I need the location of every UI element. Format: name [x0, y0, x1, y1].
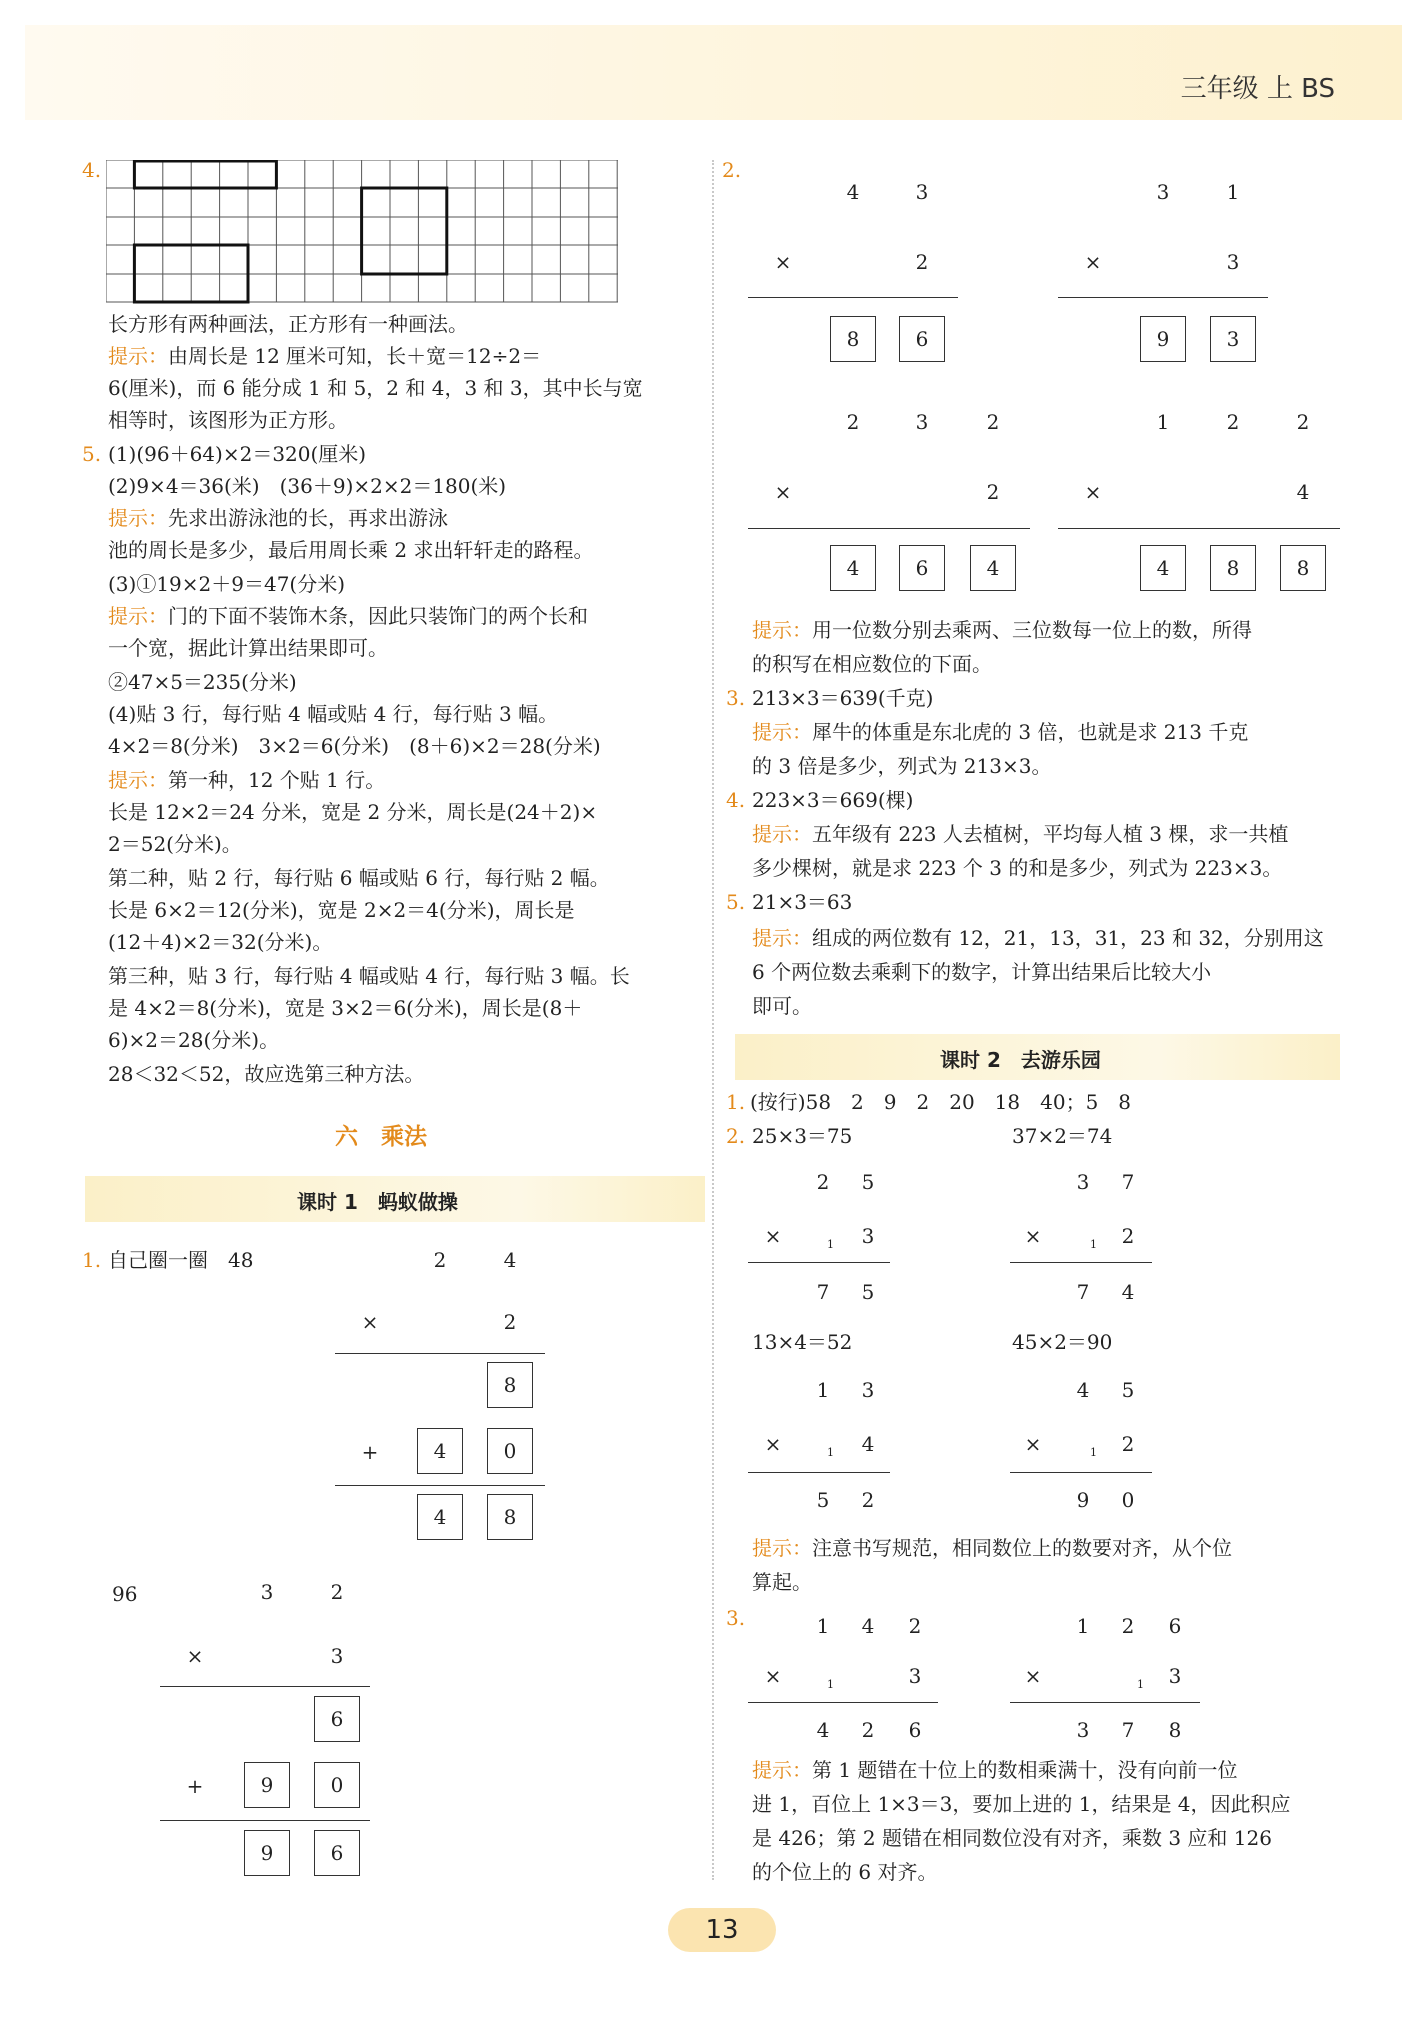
answer-box: 4	[417, 1494, 463, 1540]
lesson-title: 课时 2 去游乐园	[940, 1048, 1101, 1072]
answer-box: 8	[1280, 545, 1326, 591]
digit: 1	[816, 1378, 830, 1402]
hint-label: 提示：	[752, 618, 812, 642]
digit: 7	[1121, 1170, 1135, 1194]
digit: 4	[846, 180, 860, 204]
digit: 3	[260, 1580, 274, 1604]
digit: 3	[861, 1224, 875, 1248]
hint-line	[752, 616, 1252, 644]
hint-line	[752, 924, 1324, 952]
times-sign: ×	[764, 1664, 782, 1688]
times-sign: ×	[1024, 1224, 1042, 1248]
question-number: 2.	[722, 158, 742, 182]
times-sign: ×	[764, 1224, 782, 1248]
hint-text: 组成的两位数有 12，21，13，31，23 和 32，分别用这	[812, 926, 1324, 950]
answer-box: 4	[1140, 545, 1186, 591]
answer-text: 21×3＝63	[752, 890, 853, 914]
hint-text: 的个位上的 6 对齐。	[752, 1860, 938, 1884]
answer-box: 6	[314, 1696, 360, 1742]
hint-label: 提示：	[108, 344, 168, 368]
plus-sign: +	[186, 1774, 204, 1798]
answer-box: 4	[970, 545, 1016, 591]
hint-text: 多少棵树，就是求 223 个 3 的和是多少，列式为 223×3。	[752, 856, 1283, 880]
hint-text: 用一位数分别去乘两、三位数每一位上的数，所得	[812, 618, 1252, 642]
answer-text: (12＋4)×2＝32(分米)。	[108, 930, 333, 954]
rule-line	[1010, 1702, 1200, 1703]
hint-label: 提示：	[752, 1758, 812, 1782]
hint-text: 算起。	[752, 1570, 812, 1594]
digit: 7	[816, 1280, 830, 1304]
hint-text: 犀牛的体重是东北虎的 3 倍，也就是求 213 千克	[812, 720, 1249, 744]
answer-box: 4	[830, 545, 876, 591]
question-number: 4.	[726, 788, 746, 812]
hint-text: 第 1 题错在十位上的数相乘满十，没有向前一位	[812, 1758, 1238, 1782]
rule-line	[335, 1353, 545, 1354]
hint-text: 一个宽，据此计算出结果即可。	[108, 636, 388, 660]
lesson-title: 课时 1 蚂蚁做操	[297, 1190, 458, 1214]
digit: 2	[1121, 1432, 1135, 1456]
answer-text: (2)9×4＝36(米) (36＋9)×2×2＝180(米)	[108, 474, 507, 498]
question-number: 5.	[82, 442, 102, 466]
hint-label: 提示：	[752, 926, 812, 950]
rule-line	[1058, 528, 1340, 529]
answer-text: 25×3＝75	[752, 1124, 853, 1148]
digit: 3	[915, 410, 929, 434]
digit: 3	[861, 1378, 875, 1402]
digit: 7	[1076, 1280, 1090, 1304]
digit: 2	[908, 1614, 922, 1638]
times-sign: ×	[1024, 1664, 1042, 1688]
answer-text: 223×3＝669(棵)	[752, 788, 914, 812]
question-number: 3.	[726, 1606, 746, 1630]
answer-text: 是 4×2＝8(分米)，宽是 3×2＝6(分米)，周长是(8＋	[108, 996, 583, 1020]
hint-text: 相等时，该图形为正方形。	[108, 408, 348, 432]
rule-line	[748, 1472, 890, 1473]
hint-text: 6 个两位数去乘剩下的数字，计算出结果后比较大小	[752, 960, 1212, 984]
hint-line	[108, 504, 448, 532]
digit: 2	[846, 410, 860, 434]
rule-line	[748, 1702, 938, 1703]
answer-box: 8	[487, 1494, 533, 1540]
answer-box: 8	[830, 316, 876, 362]
answer-box: 0	[487, 1428, 533, 1474]
carry-digit: 1	[1137, 1678, 1144, 1691]
digit: 3	[1226, 250, 1240, 274]
rule-line	[1010, 1262, 1152, 1263]
hint-text: 第一种，12 个贴 1 行。	[168, 768, 386, 792]
times-sign: ×	[1084, 480, 1102, 504]
rule-line	[160, 1686, 370, 1687]
carry-digit: 1	[827, 1238, 834, 1251]
hint-label: 提示：	[752, 720, 812, 744]
digit: 5	[816, 1488, 830, 1512]
rule-line	[748, 1262, 890, 1263]
rule-line	[748, 297, 958, 298]
digit: 3	[915, 180, 929, 204]
answer-text: (4)贴 3 行，每行贴 4 幅或贴 4 行，每行贴 3 幅。	[108, 702, 559, 726]
hint-label: 提示：	[108, 506, 168, 530]
plus-sign: +	[361, 1440, 379, 1464]
times-sign: ×	[361, 1310, 379, 1334]
digit: 2	[433, 1248, 447, 1272]
grid-drawing	[106, 160, 620, 304]
answer-text: 13×4＝52	[752, 1330, 853, 1354]
rule-line	[160, 1820, 370, 1821]
answer-box: 6	[314, 1830, 360, 1876]
rule-line	[748, 528, 1030, 529]
digit: 2	[1296, 410, 1310, 434]
answer-text: 4×2＝8(分米) 3×2＝6(分米) (8＋6)×2＝28(分米)	[108, 734, 601, 758]
hint-text: 由周长是 12 厘米可知，长＋宽＝12÷2＝	[168, 344, 542, 368]
digit: 4	[503, 1248, 517, 1272]
hint-line	[108, 602, 588, 630]
digit: 4	[861, 1432, 875, 1456]
hint-label: 提示：	[752, 822, 812, 846]
digit: 4	[1121, 1280, 1135, 1304]
answer-text: 自己圈一圈 48	[108, 1248, 254, 1272]
digit: 3	[330, 1644, 344, 1668]
answer-box: 6	[899, 545, 945, 591]
rule-line	[1010, 1472, 1152, 1473]
question-number: 5.	[726, 890, 746, 914]
answer-box: 9	[244, 1762, 290, 1808]
answer-text: (3)①19×2＋9＝47(分米)	[108, 572, 346, 596]
digit: 8	[1168, 1718, 1182, 1742]
hint-text: 注意书写规范，相同数位上的数要对齐，从个位	[812, 1536, 1232, 1560]
answer-text: 长方形有两种画法，正方形有一种画法。	[108, 312, 468, 336]
digit: 1	[816, 1614, 830, 1638]
digit: 5	[861, 1280, 875, 1304]
hint-label: 提示：	[752, 1536, 812, 1560]
digit: 2	[1226, 410, 1240, 434]
rule-line	[335, 1485, 545, 1486]
times-sign: ×	[774, 250, 792, 274]
times-sign: ×	[186, 1644, 204, 1668]
answer-box: 0	[314, 1762, 360, 1808]
hint-text: 进 1，百位上 1×3＝3，要加上进的 1，结果是 4，因此积应	[752, 1792, 1291, 1816]
rectangle-shape	[134, 161, 276, 188]
digit: 2	[330, 1580, 344, 1604]
answer-text: 第二种，贴 2 行，每行贴 6 幅或贴 6 行，每行贴 2 幅。	[108, 866, 610, 890]
answer-box: 9	[1140, 316, 1186, 362]
page-number: 13	[668, 1908, 776, 1952]
carry-digit: 1	[827, 1678, 834, 1691]
hint-line	[752, 1534, 1232, 1562]
answer-box: 6	[899, 316, 945, 362]
digit: 3	[1156, 180, 1170, 204]
answer-text: (按行)58 2 9 2 20 18 40；5 8	[750, 1090, 1132, 1114]
grade-label: 三年级 上 BS	[1180, 74, 1335, 104]
answer-box: 9	[244, 1830, 290, 1876]
lesson-banner	[735, 1034, 1340, 1080]
carry-digit: 1	[1090, 1446, 1097, 1459]
hint-text: 先求出游泳池的长，再求出游泳	[168, 506, 448, 530]
question-number: 1.	[82, 1248, 102, 1272]
question-number: 1.	[726, 1090, 746, 1114]
answer-text: 96	[112, 1582, 138, 1606]
digit: 2	[1121, 1614, 1135, 1638]
hint-text: 6(厘米)，而 6 能分成 1 和 5，2 和 4，3 和 3，其中长与宽	[108, 376, 643, 400]
answer-text: ②47×5＝235(分米)	[108, 670, 297, 694]
hint-line	[108, 766, 385, 794]
digit: 3	[1076, 1718, 1090, 1742]
digit: 3	[1168, 1664, 1182, 1688]
hint-label: 提示：	[108, 604, 168, 628]
hint-text: 池的周长是多少，最后用周长乘 2 求出轩轩走的路程。	[108, 538, 594, 562]
square-shape	[362, 188, 447, 274]
answer-box: 8	[1210, 545, 1256, 591]
digit: 2	[986, 410, 1000, 434]
column-divider	[712, 160, 714, 1880]
digit: 2	[861, 1718, 875, 1742]
digit: 6	[1168, 1614, 1182, 1638]
hint-text: 五年级有 223 人去植树，平均每人植 3 棵，求一共植	[812, 822, 1289, 846]
rule-line	[1058, 297, 1268, 298]
hint-line	[752, 1756, 1237, 1784]
digit: 2	[816, 1170, 830, 1194]
answer-text: (1)(96＋64)×2＝320(厘米)	[108, 442, 367, 466]
hint-line	[108, 342, 541, 370]
answer-text: 长是 12×2＝24 分米，宽是 2 分米，周长是(24＋2)×	[108, 800, 598, 824]
digit: 3	[1076, 1170, 1090, 1194]
answer-box: 8	[487, 1362, 533, 1408]
digit: 7	[1121, 1718, 1135, 1742]
digit: 9	[1076, 1488, 1090, 1512]
digit: 6	[908, 1718, 922, 1742]
answer-box: 4	[417, 1428, 463, 1474]
hint-text: 门的下面不装饰木条，因此只装饰门的两个长和	[168, 604, 588, 628]
digit: 5	[861, 1170, 875, 1194]
times-sign: ×	[774, 480, 792, 504]
answer-text: 第三种，贴 3 行，每行贴 4 幅或贴 4 行，每行贴 3 幅。长	[108, 964, 630, 988]
hint-text: 的积写在相应数位的下面。	[752, 652, 992, 676]
answer-text: 28＜32＜52，故应选第三种方法。	[108, 1062, 425, 1086]
digit: 2	[986, 480, 1000, 504]
digit: 2	[503, 1310, 517, 1334]
digit: 5	[1121, 1378, 1135, 1402]
digit: 4	[861, 1614, 875, 1638]
hint-line	[752, 718, 1248, 746]
hint-text: 的 3 倍是多少，列式为 213×3。	[752, 754, 1052, 778]
carry-digit: 1	[827, 1446, 834, 1459]
hint-text: 是 426；第 2 题错在相同数位没有对齐，乘数 3 应和 126	[752, 1826, 1272, 1850]
chapter-title: 六 乘法	[335, 1124, 427, 1150]
answer-text: 长是 6×2＝12(分米)，宽是 2×2＝4(分米)，周长是	[108, 898, 575, 922]
digit: 1	[1226, 180, 1240, 204]
digit: 1	[1076, 1614, 1090, 1638]
times-sign: ×	[1024, 1432, 1042, 1456]
hint-text: 即可。	[752, 994, 812, 1018]
lesson-banner	[85, 1176, 705, 1222]
digit: 1	[1156, 410, 1170, 434]
answer-text: 45×2＝90	[1012, 1330, 1113, 1354]
digit: 2	[915, 250, 929, 274]
question-number: 4.	[82, 158, 102, 182]
question-number: 3.	[726, 686, 746, 710]
answer-text: 6)×2＝28(分米)。	[108, 1028, 280, 1052]
digit: 2	[861, 1488, 875, 1512]
digit: 4	[1076, 1378, 1090, 1402]
question-number: 2.	[726, 1124, 746, 1148]
digit: 4	[816, 1718, 830, 1742]
digit: 2	[1121, 1224, 1135, 1248]
answer-text: 2＝52(分米)。	[108, 832, 242, 856]
digit: 3	[908, 1664, 922, 1688]
digit: 0	[1121, 1488, 1135, 1512]
times-sign: ×	[764, 1432, 782, 1456]
times-sign: ×	[1084, 250, 1102, 274]
hint-line	[752, 820, 1288, 848]
hint-label: 提示：	[108, 768, 168, 792]
answer-text: 213×3＝639(千克)	[752, 686, 934, 710]
answer-box: 3	[1210, 316, 1256, 362]
answer-text: 37×2＝74	[1012, 1124, 1113, 1148]
digit: 4	[1296, 480, 1310, 504]
carry-digit: 1	[1090, 1238, 1097, 1251]
